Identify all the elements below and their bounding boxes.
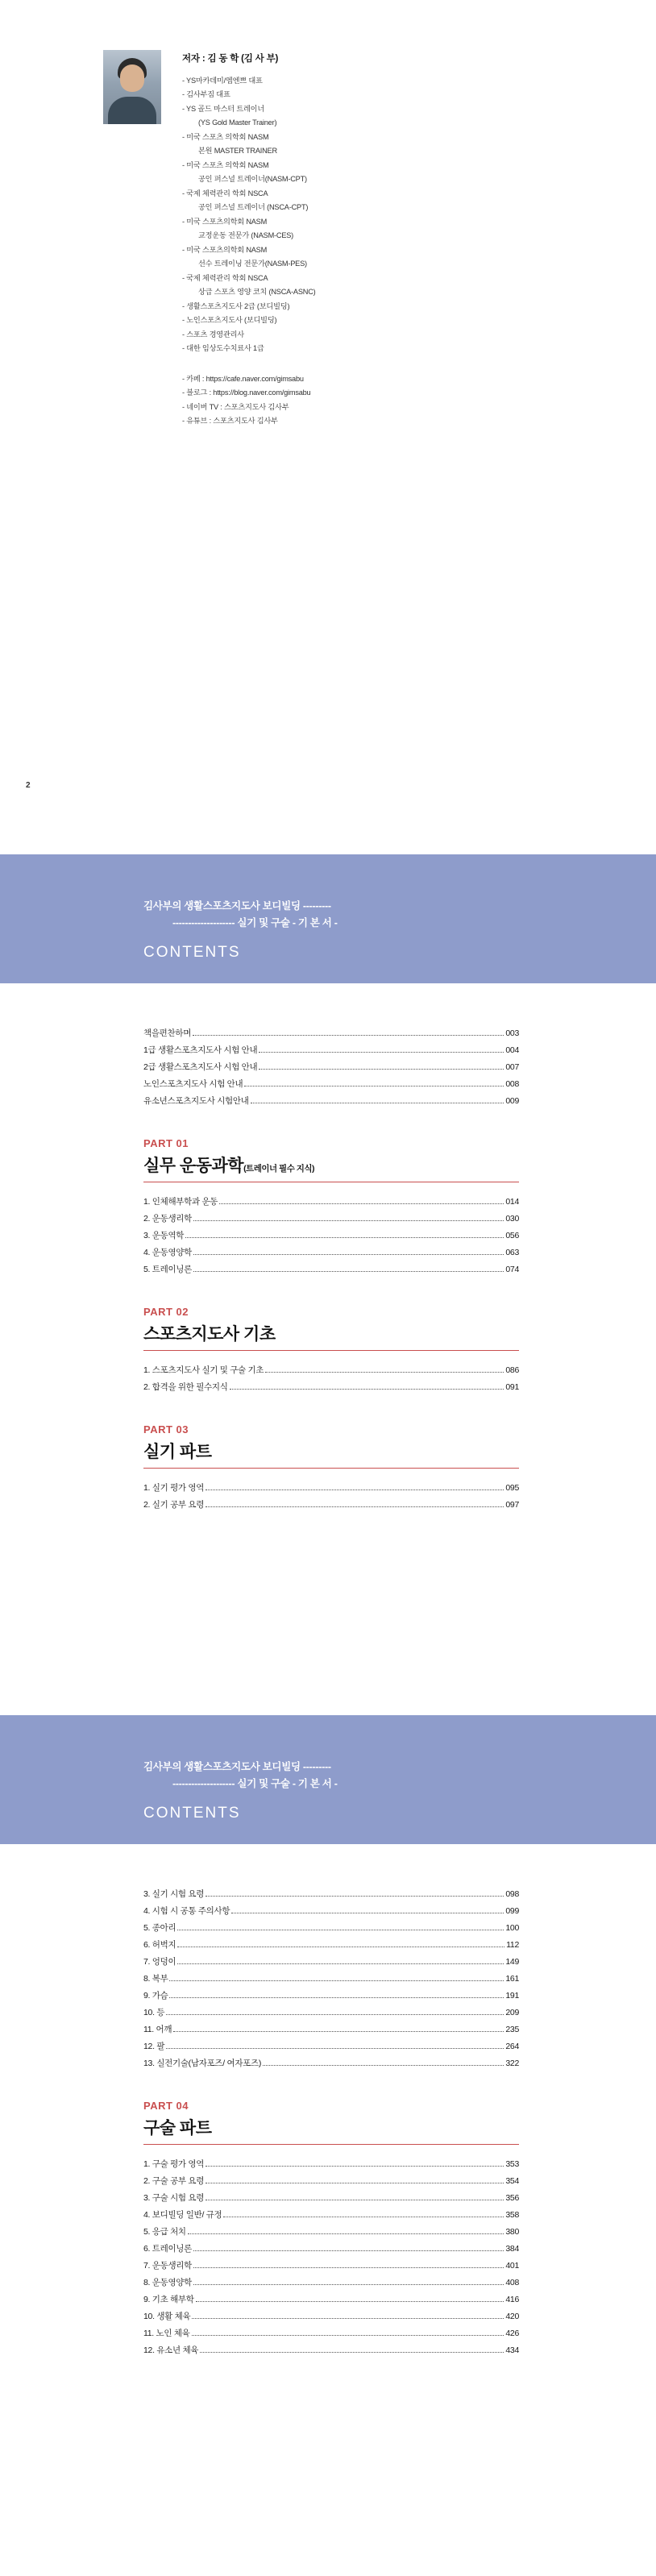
bio-line: - 김사부짐 대표 (182, 90, 230, 99)
toc-page-number: 384 (505, 2244, 519, 2254)
toc-row[interactable] (143, 1025, 519, 1042)
author-block (0, 0, 656, 429)
toc-row[interactable] (143, 1362, 519, 1379)
bio-line: 선수 트레이닝 전문가(NASM-PES) (198, 260, 307, 268)
toc-label: 6. 허벅지 (143, 1940, 176, 1950)
toc-leader-dots (230, 1383, 504, 1390)
contents-body (0, 983, 656, 1715)
toc-page-number: 056 (505, 1231, 519, 1240)
toc-leader-dots (265, 1366, 504, 1373)
part-block (143, 1137, 519, 1278)
toc-label: 6. 트레이닝론 (143, 2244, 192, 2254)
toc-label: 9. 가슴 (143, 1991, 168, 2001)
bio-line: - 미국 스포츠 의학회 NASM (182, 132, 269, 141)
toc-label: 4. 시험 시 공통 주의사항 (143, 1906, 230, 1916)
toc-leader-dots (166, 2042, 504, 2049)
toc-label: 1. 인체해부학과 운동 (143, 1197, 218, 1207)
toc-leader-dots (231, 1907, 504, 1913)
author-portrait-photo (103, 50, 161, 124)
bio-line: - 국제 체력관리 학회 NSCA (182, 273, 268, 282)
toc-row[interactable] (143, 1076, 519, 1093)
toc-page-number: 003 (505, 1028, 519, 1038)
toc-page-number: 074 (505, 1265, 519, 1274)
toc-row[interactable] (143, 2038, 519, 2055)
toc-label: 유소년스포츠지도사 시험안내 (143, 1096, 249, 1106)
portrait-body-shape (108, 97, 156, 124)
bio-line: 공인 퍼스널 트레이너(NASM-CPT) (198, 175, 307, 184)
part-divider (143, 1468, 519, 1469)
toc-leader-dots (166, 2009, 504, 2015)
header-title-line2: -------------------- 실기 및 구술 - 기 본 서 - (172, 916, 338, 929)
toc-label: 3. 실기 시험 요령 (143, 1889, 205, 1899)
toc-page-number: 161 (505, 1974, 519, 1984)
toc-row[interactable] (143, 1211, 519, 1228)
toc-row[interactable] (143, 2291, 519, 2308)
toc-leader-dots (177, 1924, 504, 1930)
toc-label: 5. 트레이닝론 (143, 1265, 192, 1274)
toc-leader-dots (206, 2194, 504, 2200)
toc-leader-dots (259, 1046, 504, 1053)
toc-leader-dots (244, 1080, 504, 1086)
toc-label: 2. 운동생리학 (143, 1214, 192, 1224)
toc-label: 2. 구술 공부 요령 (143, 2176, 205, 2186)
toc-label: 10. 등 (143, 2008, 165, 2017)
bio-line: 상급 스포츠 영양 코치 (NSCA-ASNC) (198, 288, 316, 297)
part-title-sub: (트레이너 필수 지식) (243, 1164, 315, 1174)
toc-leader-dots (169, 1992, 504, 1998)
bio-line: (YS Gold Master Trainer) (198, 118, 277, 127)
toc-leader-dots (251, 1097, 504, 1103)
toc-intro-group (143, 1886, 519, 2072)
toc-page-number: 149 (505, 1957, 519, 1967)
part-label: PART 03 (143, 1423, 189, 1435)
toc-leader-dots (193, 2245, 504, 2251)
author-bio (182, 50, 316, 429)
part-title (143, 1153, 519, 1177)
toc-page-number: 264 (505, 2042, 519, 2051)
toc-label: 8. 운동영양학 (143, 2278, 192, 2287)
toc-page-number: 008 (505, 1079, 519, 1089)
toc-row[interactable] (143, 2325, 519, 2342)
toc-page-number: 086 (505, 1365, 519, 1375)
part-divider (143, 2144, 519, 2145)
bio-line: 공인 퍼스널 트레이너 (NSCA-CPT) (198, 203, 309, 212)
page-number: 2 (26, 781, 31, 790)
toc-label: 3. 구술 시험 요령 (143, 2193, 205, 2203)
contents-body (0, 1844, 656, 2576)
toc-leader-dots (188, 2228, 504, 2234)
toc-page-number: 014 (505, 1197, 519, 1207)
toc-row[interactable] (143, 1042, 519, 1059)
toc-row[interactable] (143, 2241, 519, 2258)
part-label: PART 04 (143, 2100, 189, 2112)
bio-line: - 생활스포츠지도사 2급 (보디빌딩) (182, 301, 290, 310)
part-block (143, 1423, 519, 1514)
toc-leader-dots (185, 1232, 504, 1238)
toc-label: 9. 기초 해부학 (143, 2295, 194, 2304)
toc-leader-dots (219, 1198, 504, 1204)
bio-link-youtube[interactable]: - 유튜브 : 스포츠지도사 김사부 (182, 417, 278, 426)
toc-row[interactable] (143, 2005, 519, 2021)
toc-page-number: 091 (505, 1382, 519, 1392)
toc-row[interactable] (143, 1920, 519, 1937)
toc-label: 5. 응급 처치 (143, 2227, 186, 2237)
toc-row[interactable] (143, 1497, 519, 1514)
toc-page-number: 408 (505, 2278, 519, 2287)
toc-label: 5. 종아리 (143, 1923, 176, 1933)
toc-intro-group (143, 1025, 519, 1110)
toc-row[interactable] (143, 2055, 519, 2072)
toc-label: 12. 팔 (143, 2042, 165, 2051)
toc-leader-dots (206, 2177, 504, 2183)
toc-page-number: 358 (505, 2210, 519, 2220)
toc-leader-dots (223, 2211, 504, 2217)
toc-row[interactable] (143, 2173, 519, 2190)
bio-line: - 국제 체력관리 학회 NSCA (182, 189, 268, 197)
toc-leader-dots (200, 2346, 504, 2353)
bio-line: - YS마카데미/엠엔쁘 대표 (182, 77, 263, 85)
toc-page-number: 209 (505, 2008, 519, 2017)
toc-page-number: 098 (505, 1889, 519, 1899)
toc-leader-dots (206, 1484, 504, 1490)
toc-page-number: 095 (505, 1483, 519, 1493)
bio-spacer (182, 356, 316, 372)
contents-page-2 (0, 1715, 656, 2576)
toc-page-number: 112 (506, 1940, 519, 1950)
toc-row[interactable] (143, 2342, 519, 2359)
part-block (143, 2100, 519, 2359)
part-divider (143, 1350, 519, 1351)
toc-leader-dots (206, 2160, 504, 2167)
toc-group (143, 1480, 519, 1514)
contents-header (0, 1715, 656, 1822)
toc-label: 4. 운동영양학 (143, 1248, 192, 1257)
toc-row[interactable] (143, 1886, 519, 1903)
toc-row[interactable] (143, 2021, 519, 2038)
toc-row[interactable] (143, 1971, 519, 1988)
toc-leader-dots (177, 1958, 504, 1964)
part-title-main: 실기 파트 (143, 1443, 212, 1461)
toc-label: 12. 유소년 체육 (143, 2345, 199, 2355)
contents-header (0, 854, 656, 962)
toc-page-number: 356 (505, 2193, 519, 2203)
toc-row[interactable] (143, 1059, 519, 1076)
bio-line: - 대한 임상도수치료사 1급 (182, 344, 264, 353)
toc-page-number: 100 (505, 1923, 519, 1933)
toc-leader-dots (259, 1063, 504, 1070)
part-title-main: 구술 파트 (143, 2119, 212, 2138)
bio-line: - 스포츠 경영관리사 (182, 330, 244, 339)
toc-row[interactable] (143, 2308, 519, 2325)
toc-page-number: 009 (505, 1096, 519, 1106)
contents-heading: CONTENTS (143, 944, 241, 962)
toc-row[interactable] (143, 1903, 519, 1920)
toc-page-number: 007 (505, 1062, 519, 1072)
toc-row[interactable] (143, 1093, 519, 1110)
toc-row[interactable] (143, 1937, 519, 1954)
toc-page-number: 434 (505, 2345, 519, 2355)
toc-page-number: 004 (505, 1045, 519, 1055)
toc-label: 2. 합격을 위한 필수지식 (143, 1382, 228, 1392)
toc-label: 2급 생활스포츠지도사 시험 안내 (143, 1062, 258, 1072)
toc-group (143, 1194, 519, 1278)
contents-heading: CONTENTS (143, 1805, 241, 1822)
bio-link-navertv[interactable]: - 네이버 TV : 스포츠지도사 김사부 (182, 402, 289, 411)
toc-row[interactable] (143, 1988, 519, 2005)
toc-label: 노인스포츠지도사 시험 안내 (143, 1079, 243, 1089)
toc-group (143, 2156, 519, 2359)
toc-page-number: 353 (505, 2159, 519, 2169)
toc-label: 1. 스포츠지도사 실기 및 구술 기초 (143, 1365, 264, 1375)
toc-row[interactable] (143, 1228, 519, 1244)
bio-line: - 노인스포츠지도사 (보디빌딩) (182, 316, 277, 325)
toc-page-number: 099 (505, 1906, 519, 1916)
part-title (143, 1321, 519, 1345)
toc-leader-dots (206, 1890, 504, 1897)
toc-leader-dots (193, 1215, 504, 1221)
part-title (143, 2115, 519, 2139)
toc-label: 1. 실기 평가 영역 (143, 1483, 205, 1493)
toc-label: 7. 운동생리학 (143, 2261, 192, 2271)
toc-label: 7. 엉덩이 (143, 1957, 176, 1967)
author-page (0, 0, 656, 854)
toc-label: 10. 생활 체육 (143, 2312, 191, 2321)
bio-line: - 미국 스포츠의학회 NASM (182, 245, 268, 254)
toc-page-number: 030 (505, 1214, 519, 1224)
part-block (143, 1306, 519, 1396)
toc-row[interactable] (143, 2190, 519, 2207)
toc-row[interactable] (143, 1194, 519, 1211)
toc-group (143, 1362, 519, 1396)
toc-row[interactable] (143, 1954, 519, 1971)
toc-label: 1. 구술 평가 영역 (143, 2159, 205, 2169)
bio-line: - 미국 스포츠의학회 NASM (182, 217, 268, 226)
toc-page-number: 426 (505, 2329, 519, 2338)
toc-leader-dots (192, 2329, 504, 2336)
toc-label: 8. 복부 (143, 1974, 168, 1984)
toc-leader-dots (206, 1501, 504, 1507)
toc-label: 1급 생활스포츠지도사 시험 안내 (143, 1045, 258, 1055)
bio-line: - 미국 스포츠 의학회 NASM (182, 160, 269, 169)
bio-line: - YS 골드 마스터 트레이너 (182, 104, 265, 113)
toc-page-number: 235 (505, 2025, 519, 2034)
toc-label: 13. 실전기술(남자포즈/ 여자포즈) (143, 2059, 262, 2068)
toc-leader-dots (173, 2025, 504, 2032)
toc-leader-dots (192, 2312, 504, 2319)
toc-page-number: 191 (505, 1991, 519, 2001)
toc-leader-dots (177, 1941, 504, 1947)
bio-link-cafe[interactable]: - 카페 : https://cafe.naver.com/gimsabu (182, 374, 304, 383)
toc-row[interactable] (143, 2156, 519, 2173)
header-title-line1: 김사부의 생활스포츠지도사 보디빌딩 --------- (143, 1761, 331, 1772)
contents-page-1 (0, 854, 656, 1715)
toc-row[interactable] (143, 1261, 519, 1278)
toc-leader-dots (193, 1029, 504, 1036)
part-title-main: 스포츠지도사 기초 (143, 1325, 276, 1344)
toc-row[interactable] (143, 2207, 519, 2224)
toc-label: 4. 보디빌딩 일반/ 규정 (143, 2210, 222, 2220)
bio-line: 본원 MASTER TRAINER (198, 147, 277, 156)
toc-page-number: 416 (505, 2295, 519, 2304)
header-title-line1: 김사부의 생활스포츠지도사 보디빌딩 --------- (143, 900, 331, 912)
toc-row[interactable] (143, 1480, 519, 1497)
bio-link-blog[interactable]: - 블로그 : https://blog.naver.com/gimsabu (182, 388, 311, 397)
toc-page-number: 420 (505, 2312, 519, 2321)
toc-leader-dots (263, 2059, 504, 2066)
toc-page-number: 322 (505, 2059, 519, 2068)
part-title (143, 1439, 519, 1463)
author-name: 저자 : 김 동 학 (김 사 부) (182, 54, 279, 64)
part-label: PART 02 (143, 1306, 189, 1318)
toc-leader-dots (196, 2296, 504, 2302)
toc-leader-dots (169, 1975, 504, 1981)
toc-row[interactable] (143, 2224, 519, 2241)
toc-label: 11. 노인 체육 (143, 2329, 190, 2338)
toc-label: 2. 실기 공부 요령 (143, 1500, 205, 1510)
toc-page-number: 380 (505, 2227, 519, 2237)
toc-leader-dots (193, 2279, 504, 2285)
toc-leader-dots (193, 2262, 504, 2268)
toc-page-number: 097 (505, 1500, 519, 1510)
toc-row[interactable] (143, 1379, 519, 1396)
header-title-line2: -------------------- 실기 및 구술 - 기 본 서 - (172, 1777, 338, 1789)
portrait-face-shape (120, 64, 144, 92)
toc-leader-dots (193, 1249, 504, 1255)
toc-label: 11. 어깨 (143, 2025, 172, 2034)
toc-leader-dots (193, 1265, 504, 1272)
toc-label: 3. 운동역학 (143, 1231, 185, 1240)
part-label: PART 01 (143, 1137, 189, 1149)
toc-page-number: 401 (505, 2261, 519, 2271)
toc-row[interactable] (143, 2275, 519, 2291)
toc-row[interactable] (143, 1244, 519, 1261)
toc-page-number: 063 (505, 1248, 519, 1257)
toc-page-number: 354 (505, 2176, 519, 2186)
toc-label: 책을편찬하며 (143, 1028, 192, 1038)
bio-line: 교정운동 전문가 (NASM-CES) (198, 231, 294, 240)
toc-row[interactable] (143, 2258, 519, 2275)
part-title-main: 실무 운동과학 (143, 1157, 244, 1175)
